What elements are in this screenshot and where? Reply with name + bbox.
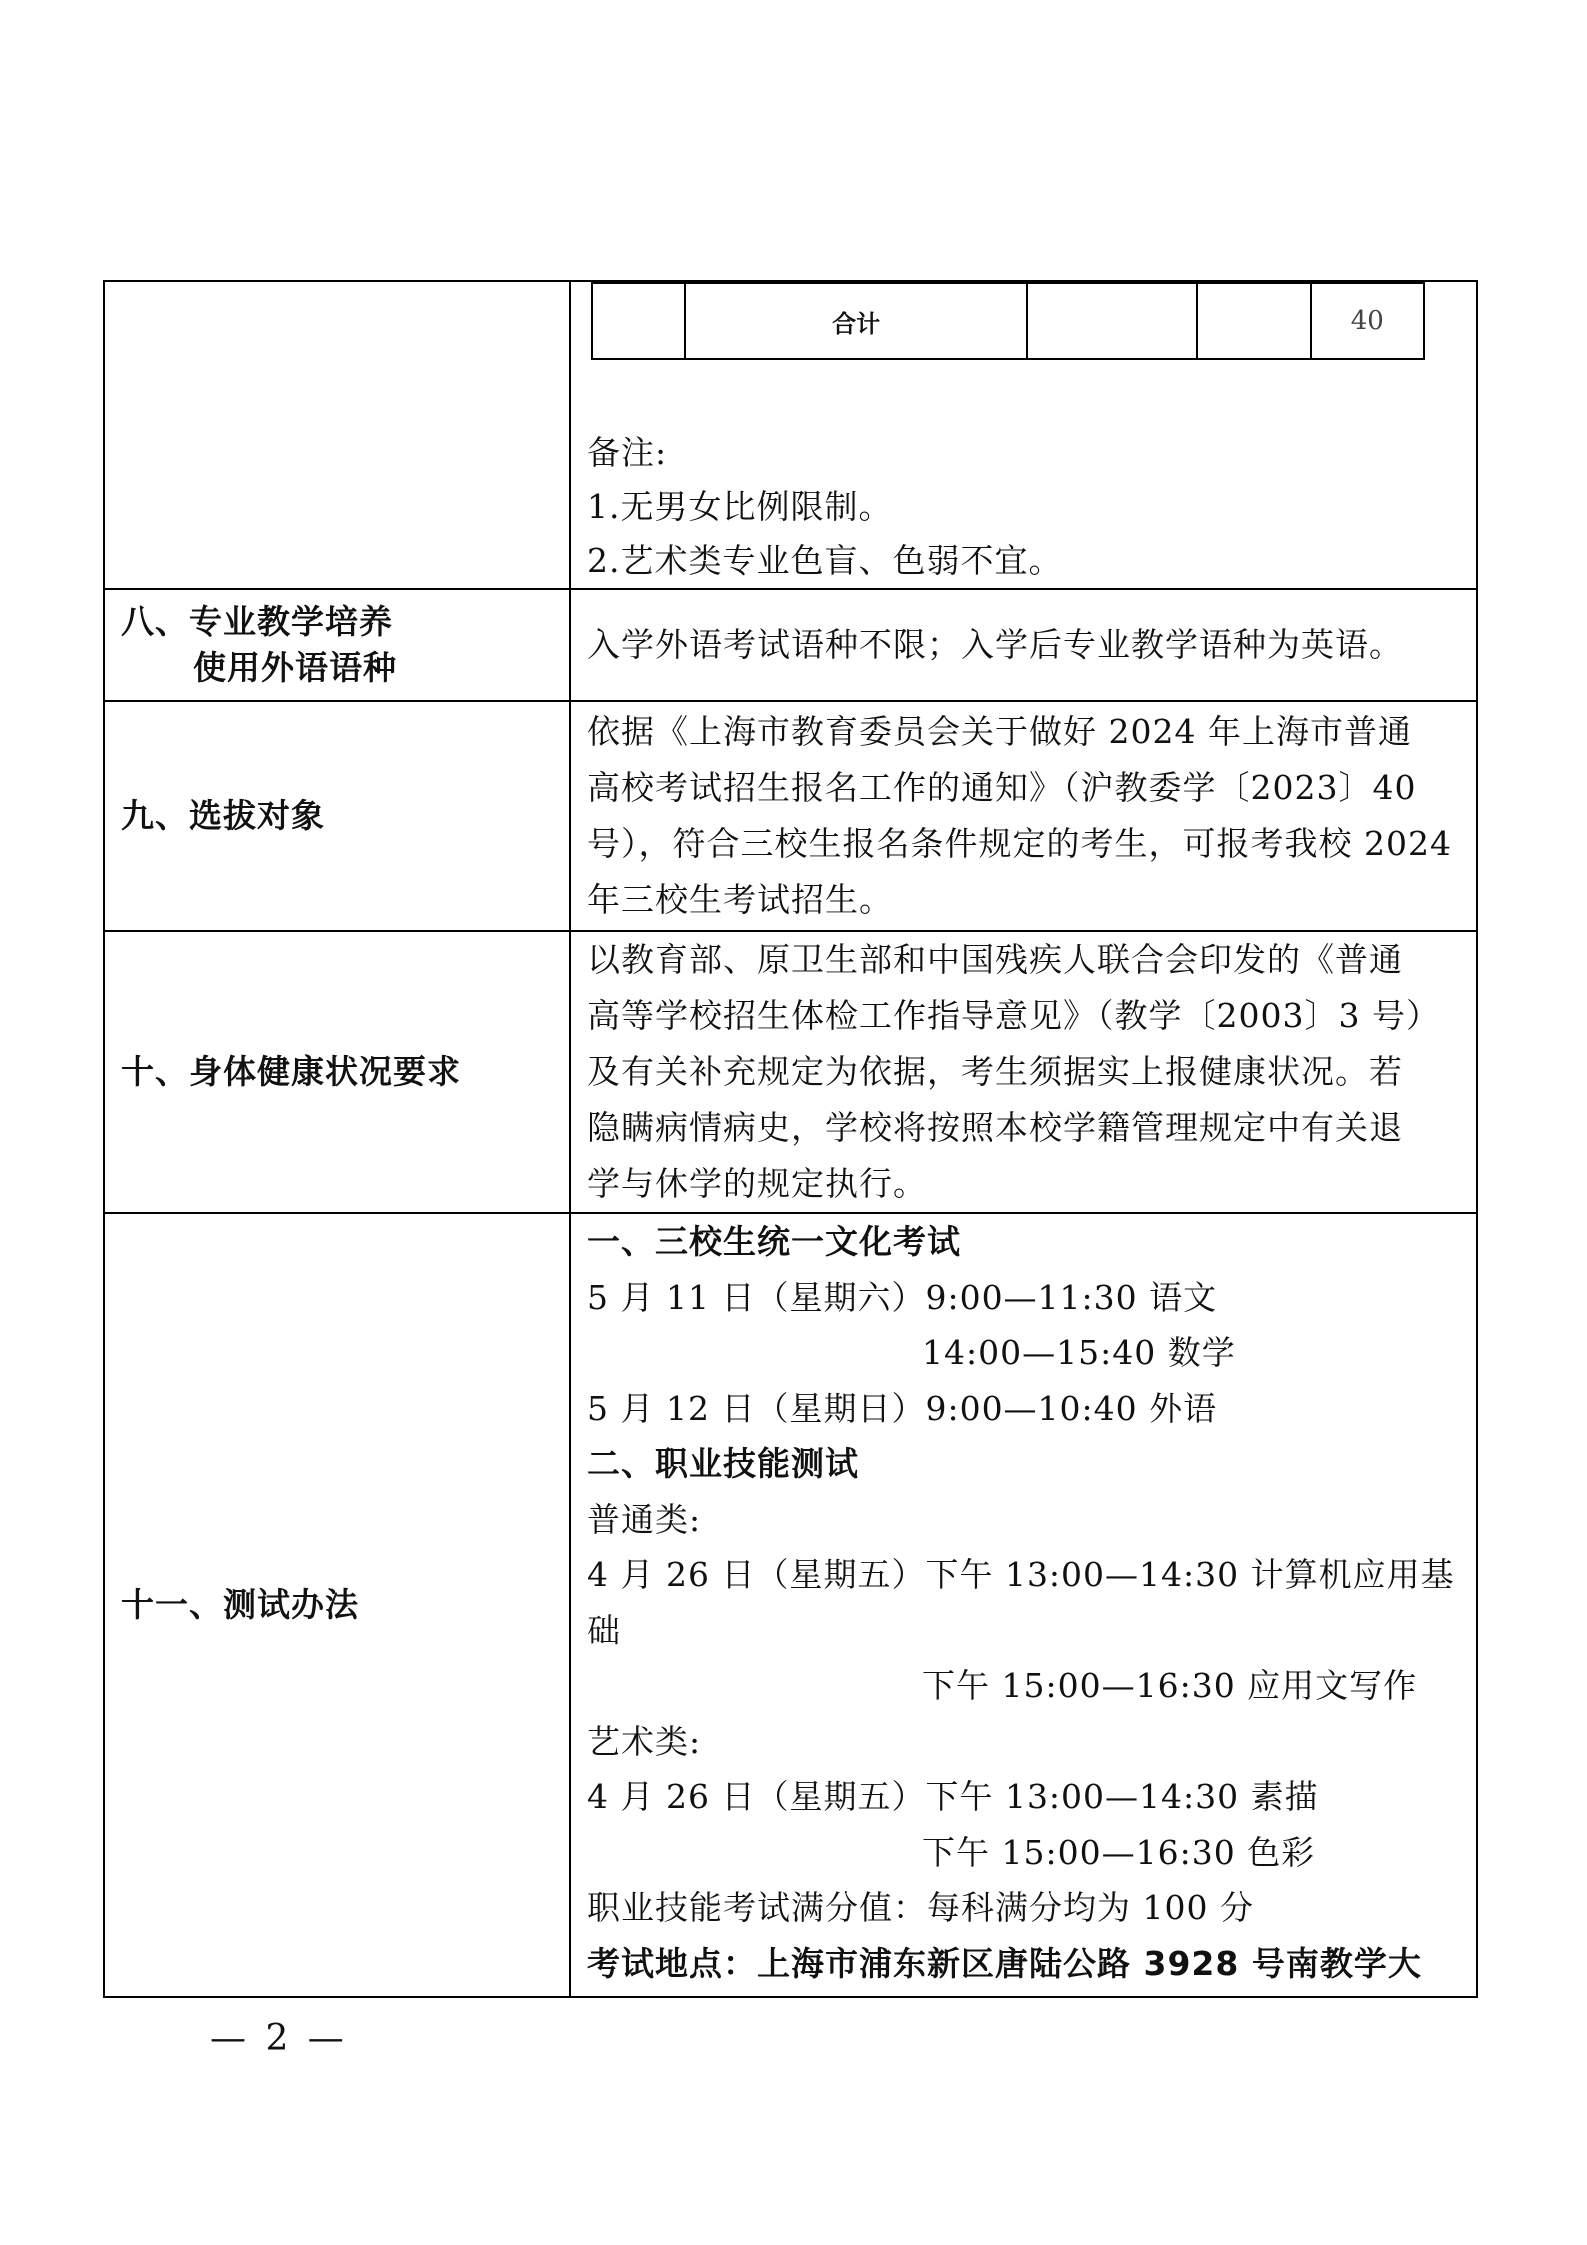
health-requirements-content <box>570 931 1477 1213</box>
content-line: 依据《上海市教育委员会关于做好 2024 年上海市普通 <box>587 712 1412 751</box>
schedule-line: 4 月 26 日（星期五）下午 13:00—14:30 素描 <box>587 1777 1319 1816</box>
quota-subtable <box>591 282 1425 360</box>
row-test-method <box>104 1213 1477 1997</box>
row-teaching-language <box>104 589 1477 701</box>
label-line: 八、专业教学培养 <box>121 602 393 641</box>
teaching-language-content: 入学外语考试语种不限；入学后专业教学语种为英语。 <box>570 589 1477 701</box>
content-line: 号），符合三校生报名条件规定的考生，可报考我校 2024 <box>587 824 1452 863</box>
content-line: 高等学校招生体检工作指导意见》（教学〔2003〕3 号） <box>587 996 1440 1035</box>
schedule-line: 5 月 11 日（星期六）9:00—11:30 语文 <box>587 1277 1218 1317</box>
quota-cell <box>570 281 1477 589</box>
content-line: 以教育部、原卫生部和中国残疾人联合会印发的《普通 <box>587 940 1403 979</box>
content-line: 高校考试招生报名工作的通知》（沪教委学〔2023〕40 <box>587 768 1417 807</box>
section-title: 一、三校生统一文化考试 <box>587 1222 961 1261</box>
selection-target-content <box>570 701 1477 931</box>
score-line: 职业技能考试满分值：每科满分均为 100 分 <box>587 1888 1254 1927</box>
content-line: 学与休学的规定执行。 <box>587 1164 927 1203</box>
schedule-line: 5 月 12 日（星期日）9:00—10:40 外语 <box>587 1388 1218 1428</box>
remark-line: 1.无男女比例限制。 <box>587 487 893 526</box>
schedule-line: 14:00—15:40 数学 <box>922 1333 1236 1372</box>
schedule-line: 下午 15:00—16:30 色彩 <box>922 1832 1316 1872</box>
subtable-cell-empty <box>1197 283 1310 359</box>
schedule-line: 4 月 26 日（星期五）下午 13:00—14:30 计算机应用基 <box>587 1555 1455 1594</box>
section-title: 二、职业技能测试 <box>587 1444 859 1483</box>
content-line: 隐瞒病情病史，学校将按照本校学籍管理规定中有关退 <box>587 1108 1403 1147</box>
category-title: 普通类: <box>587 1499 702 1539</box>
subtable-cell-empty <box>592 283 685 359</box>
page-number: — 2 — <box>210 2018 348 2059</box>
empty-label-cell <box>104 281 570 589</box>
location-line: 考试地点：上海市浦东新区唐陆公路 3928 号南教学大 <box>587 1943 1422 1983</box>
remark-line: 2.艺术类专业色盲、色弱不宜。 <box>587 541 1063 580</box>
schedule-line: 础 <box>587 1610 621 1650</box>
schedule-line: 下午 15:00—16:30 应用文写作 <box>922 1666 1418 1705</box>
row-label-test-method: 十一、测试办法 <box>104 1213 570 1997</box>
total-value: 40 <box>1311 283 1424 359</box>
row-label-teaching-language <box>104 589 570 701</box>
row-selection-target <box>104 701 1477 931</box>
row-health-requirements <box>104 931 1477 1213</box>
row-label-selection-target: 九、选拔对象 <box>104 701 570 931</box>
total-label: 合计 <box>685 283 1027 359</box>
content-line: 年三校生考试招生。 <box>587 880 893 919</box>
remarks-block <box>571 426 1476 588</box>
row-label-health-requirements: 十、身体健康状况要求 <box>104 931 570 1213</box>
content-line: 及有关补充规定为依据，考生须据实上报健康状况。若 <box>587 1052 1403 1091</box>
category-title: 艺术类: <box>587 1721 702 1761</box>
row-quota-continuation <box>104 281 1477 589</box>
subtable-cell-empty <box>1027 283 1197 359</box>
total-row <box>592 283 1424 359</box>
admission-table <box>103 280 1478 1998</box>
label-line: 使用外语语种 <box>193 648 397 687</box>
test-method-content <box>570 1213 1477 1997</box>
remark-title: 备注: <box>587 433 668 472</box>
